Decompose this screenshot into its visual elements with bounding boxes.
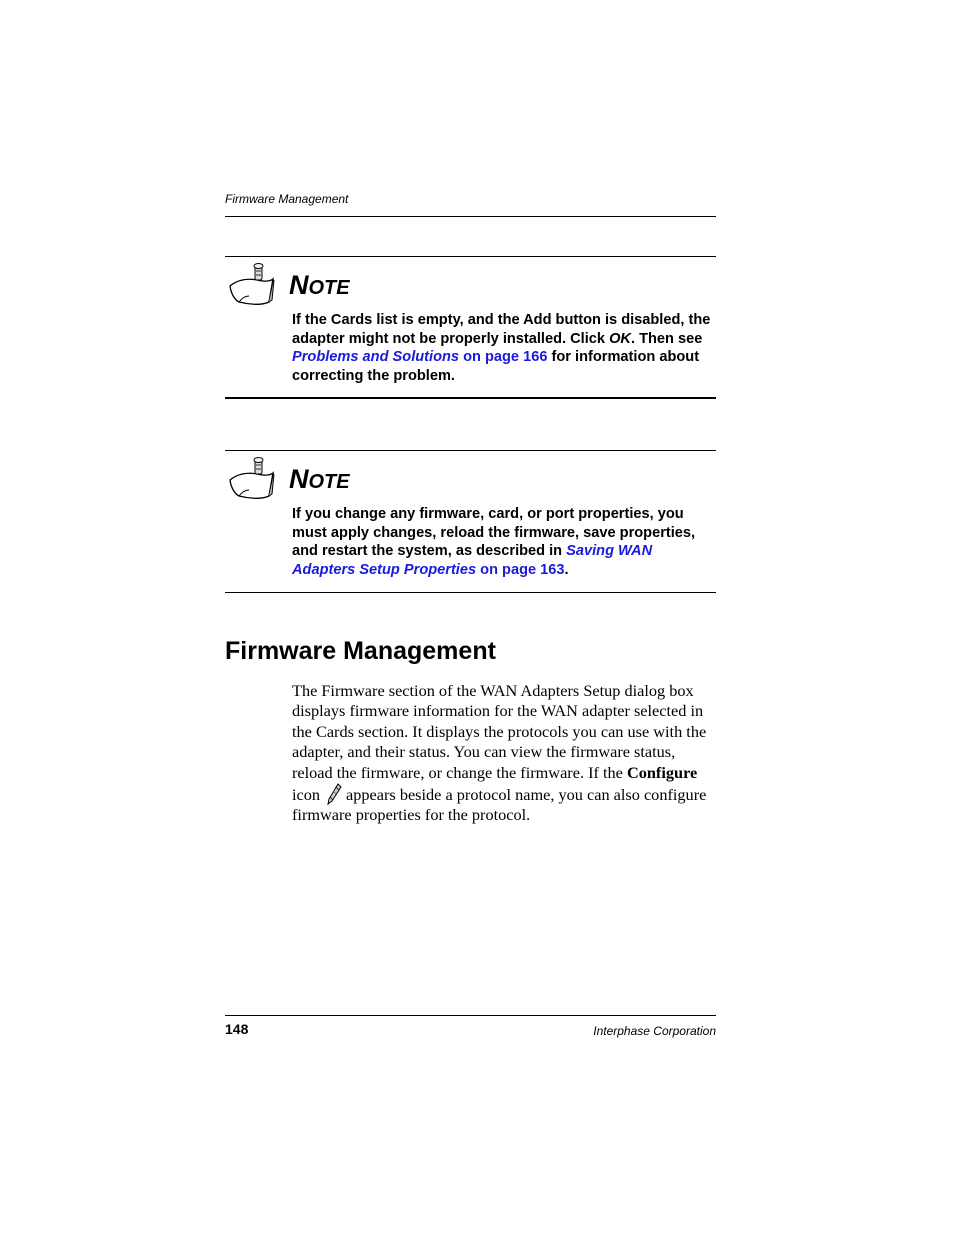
note-pad-icon: [225, 456, 277, 502]
header-rule: [225, 216, 716, 217]
note-pad-icon: [225, 262, 277, 308]
footer-rule: [225, 1015, 716, 1016]
saving-wan-adapters-link[interactable]: Saving WAN Adapters Setup Properties on page 163: [292, 543, 653, 578]
running-header: Firmware Management: [225, 192, 349, 206]
note-bottom-rule: [225, 397, 716, 399]
note-top-rule: [225, 256, 716, 257]
note-heading: NOTE: [289, 464, 350, 494]
page-number: 148: [225, 1021, 249, 1037]
note-top-rule: [225, 450, 716, 451]
footer-company: Interphase Corporation: [593, 1024, 716, 1038]
note-heading: NOTE: [289, 270, 350, 300]
pencil-icon: [326, 783, 342, 805]
note-text: If the Cards list is empty, and the Add button is disabled, the adapter might not be properly installed. Click OK. Then see Problems and Solutions on page 166 for information about correcting the problem.: [292, 312, 711, 384]
section-title: Firmware Management: [225, 637, 496, 665]
note-text: If you change any firmware, card, or port properties, you must apply changes, reload the firmware, save properties, and restart the system, as described in Saving WAN Adapters Setup Properties on page 163.: [292, 506, 696, 578]
problems-and-solutions-link[interactable]: Problems and Solutions on page 166: [292, 349, 548, 366]
body-paragraph: The Firmware section of the WAN Adapters Setup dialog box displays firmware information for the WAN adapter selected in the Cards section. It displays the protocols you can use with the adapter, and their status. You can view the firmware status, reload the firmware, or change the firmware. If the Configure icon appears beside a protocol name, you can also configure firmware properties for the protocol.: [292, 681, 707, 825]
note-bottom-rule: [225, 592, 716, 593]
